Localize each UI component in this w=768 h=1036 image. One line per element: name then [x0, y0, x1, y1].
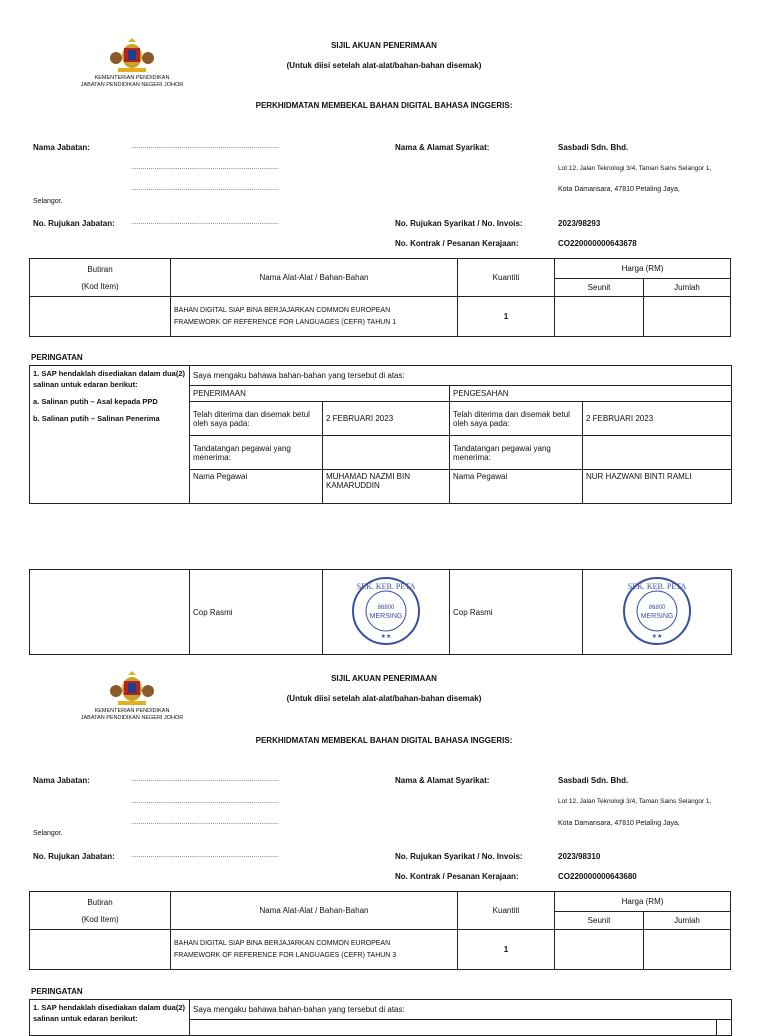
- cell-item: BAHAN DIGITAL SIAP BINA BERJAJARKAN COMMON EUROPEAN FRAMEWORK OF REFERENCE FOR LANGUAGES (CEFR) TAHUN 3: [171, 930, 458, 970]
- label-nama-pegawai: Nama Pegawai: [190, 470, 323, 504]
- blank-line: ............................................................................: [131, 164, 279, 171]
- label-diterima: Telah diterima dan disemak betul oleh saya pada:: [190, 402, 323, 436]
- label-nama-jabatan: Nama Jabatan:: [33, 143, 90, 152]
- stamp-town: MERSING: [640, 613, 674, 620]
- label-tandatangan: Tandatangan pegawai yang menerima:: [450, 436, 583, 470]
- label-selangor: Selangor.: [33, 830, 63, 837]
- company-name: Sasbadi Sdn. Bhd.: [558, 143, 629, 152]
- official-stamp: [621, 575, 693, 647]
- company-name: Sasbadi Sdn. Bhd.: [558, 776, 629, 785]
- service-title: PERKHIDMATAN MEMBEKAL BAHAN DIGITAL BAHASA INGGERIS:: [255, 736, 513, 745]
- company-address-2: Kota Damansara, 47810 Petaling Jaya,: [558, 820, 680, 827]
- col-kuantiti: Kuantiti: [458, 892, 555, 930]
- invoice-number: 2023/98310: [558, 852, 601, 861]
- label-rujukan-syarikat: No. Rujukan Syarikat / No. Invois:: [395, 852, 523, 861]
- cell-kod: [30, 930, 171, 970]
- invoice-number: 2023/98293: [558, 219, 601, 228]
- contract-number: CO220000000643678: [558, 239, 637, 248]
- akuan-text: Saya mengaku bahawa bahan-bahan yang tersebut di atas:: [190, 1000, 732, 1020]
- stamp-postcode: 86800: [377, 605, 395, 611]
- cell-qty: 1: [458, 297, 555, 337]
- stamp-blank: [30, 570, 190, 655]
- certificate-subtitle: (Untuk diisi setelah alat-alat/bahan-bahan disemak): [286, 61, 482, 70]
- penerimaan-header: PENERIMAAN: [190, 386, 450, 402]
- label-disemak: Telah diterima dan disemak betul oleh saya pada:: [450, 402, 583, 436]
- cell-kod: [30, 297, 171, 337]
- col-jumlah: Jumlah: [644, 912, 731, 930]
- blank-line: ............................................................................: [131, 143, 279, 150]
- col-butiran: Butiran (Kod Item): [30, 259, 171, 297]
- cell-jumlah: [644, 930, 731, 970]
- label-nama-syarikat: Nama & Alamat Syarikat:: [395, 776, 490, 785]
- company-address-1: Lot 12, Jalan Teknologi 3/4, Taman Sains Selangor 1,: [558, 798, 712, 805]
- stamp-stars: ★★: [380, 633, 392, 640]
- col-butiran: Butiran (Kod Item): [30, 892, 171, 930]
- stamp-school: SEK. KEB. PETA: [627, 582, 687, 591]
- acknowledgement-table: [29, 999, 732, 1036]
- stamp-school: SEK. KEB. PETA: [356, 582, 416, 591]
- certificate-title: SIJIL AKUAN PENERIMAAN: [331, 41, 437, 50]
- peringatan-notes: 1. SAP hendaklah disediakan dalam dua(2) salinan untuk edaran berikut:: [30, 1000, 190, 1036]
- label-nama-jabatan: Nama Jabatan:: [33, 776, 90, 785]
- cell-seunit: [555, 930, 644, 970]
- label-kontrak: No. Kontrak / Pesanan Kerajaan:: [395, 872, 519, 881]
- cell-jumlah: [644, 297, 731, 337]
- signature-field: [583, 436, 732, 470]
- company-address-2: Kota Damansara, 47810 Petaling Jaya,: [558, 186, 680, 193]
- label-rujukan-jabatan: No. Rujukan Jabatan:: [33, 219, 115, 228]
- blank-line: ............................................................................: [131, 185, 279, 192]
- label-rujukan-jabatan: No. Rujukan Jabatan:: [33, 852, 115, 861]
- label-rujukan-syarikat: No. Rujukan Syarikat / No. Invois:: [395, 219, 523, 228]
- stamp-table: [29, 569, 732, 655]
- penerimaan-header: [190, 1020, 717, 1036]
- col-jumlah: Jumlah: [644, 279, 731, 297]
- company-address-1: Lot 12, Jalan Teknologi 3/4, Taman Sains Selangor 1,: [558, 165, 712, 172]
- peringatan-title: PERINGATAN: [31, 353, 83, 362]
- contract-number: CO220000000643680: [558, 872, 637, 881]
- certificate-title: SIJIL AKUAN PENERIMAAN: [331, 674, 437, 683]
- col-seunit: Seunit: [555, 279, 644, 297]
- pengesahan-header: [717, 1020, 732, 1036]
- tarikh-pengesahan: 2 FEBRUARI 2023: [583, 402, 732, 436]
- cell-seunit: [555, 297, 644, 337]
- signature-field: [323, 436, 450, 470]
- certificate-subtitle: (Untuk diisi setelah alat-alat/bahan-bahan disemak): [286, 694, 482, 703]
- stamp-postcode: 86800: [648, 605, 666, 611]
- label-nama-syarikat: Nama & Alamat Syarikat:: [395, 143, 490, 152]
- blank-line: ............................................................................: [131, 776, 279, 783]
- nama-pegawai-pengesah: NUR HAZWANI BINTI RAMLI: [583, 470, 732, 504]
- cop-rasmi-label: Cop Rasmi: [190, 570, 323, 655]
- blank-line: ............................................................................: [131, 798, 279, 805]
- col-seunit: Seunit: [555, 912, 644, 930]
- col-nama: Nama Alat-Alat / Bahan-Bahan: [171, 892, 458, 930]
- nama-pegawai-penerima: MUHAMAD NAZMI BIN KAMARUDDIN: [323, 470, 450, 504]
- col-harga: Harga (RM): [555, 259, 731, 279]
- service-title: PERKHIDMATAN MEMBEKAL BAHAN DIGITAL BAHASA INGGERIS:: [255, 101, 513, 110]
- blank-line: ............................................................................: [131, 852, 279, 859]
- official-stamp-cell: [323, 570, 450, 655]
- pengesahan-header: PENGESAHAN: [450, 386, 732, 402]
- akuan-text: Saya mengaku bahawa bahan-bahan yang tersebut di atas:: [190, 366, 732, 386]
- col-kuantiti: Kuantiti: [458, 259, 555, 297]
- label-kontrak: No. Kontrak / Pesanan Kerajaan:: [395, 239, 519, 248]
- items-table: [29, 258, 731, 337]
- label-nama-pegawai: Nama Pegawai: [450, 470, 583, 504]
- label-selangor: Selangor.: [33, 198, 63, 205]
- col-nama: Nama Alat-Alat / Bahan-Bahan: [171, 259, 458, 297]
- ministry-name: KEMENTERIAN PENDIDIKAN JABATAN PENDIDIKAN NEGERI JOHOR: [80, 708, 184, 721]
- stamp-stars: ★★: [651, 633, 663, 640]
- cell-qty: 1: [458, 930, 555, 970]
- acknowledgement-table: [29, 365, 732, 504]
- peringatan-title: PERINGATAN: [31, 987, 83, 996]
- peringatan-notes: 1. SAP hendaklah disediakan dalam dua(2) salinan untuk edaran berikut: a. Salinan putih – Asal kepada PPD b. Salinan putih – Salinan Penerima: [30, 366, 190, 504]
- official-stamp: [350, 575, 422, 647]
- ministry-name: KEMENTERIAN PENDIDIKAN JABATAN PENDIDIKAN NEGERI JOHOR: [80, 75, 184, 88]
- stamp-town: MERSING: [369, 613, 403, 620]
- label-tandatangan: Tandatangan pegawai yang menerima:: [190, 436, 323, 470]
- official-stamp-cell: [583, 570, 732, 655]
- col-harga: Harga (RM): [555, 892, 731, 912]
- cop-rasmi-label: Cop Rasmi: [450, 570, 583, 655]
- blank-line: ............................................................................: [131, 819, 279, 826]
- blank-line: ............................................................................: [131, 219, 279, 226]
- items-table: [29, 891, 731, 970]
- tarikh-penerimaan: 2 FEBRUARI 2023: [323, 402, 450, 436]
- cell-item: BAHAN DIGITAL SIAP BINA BERJAJARKAN COMMON EUROPEAN FRAMEWORK OF REFERENCE FOR LANGUAGES (CEFR) TAHUN 1: [171, 297, 458, 337]
